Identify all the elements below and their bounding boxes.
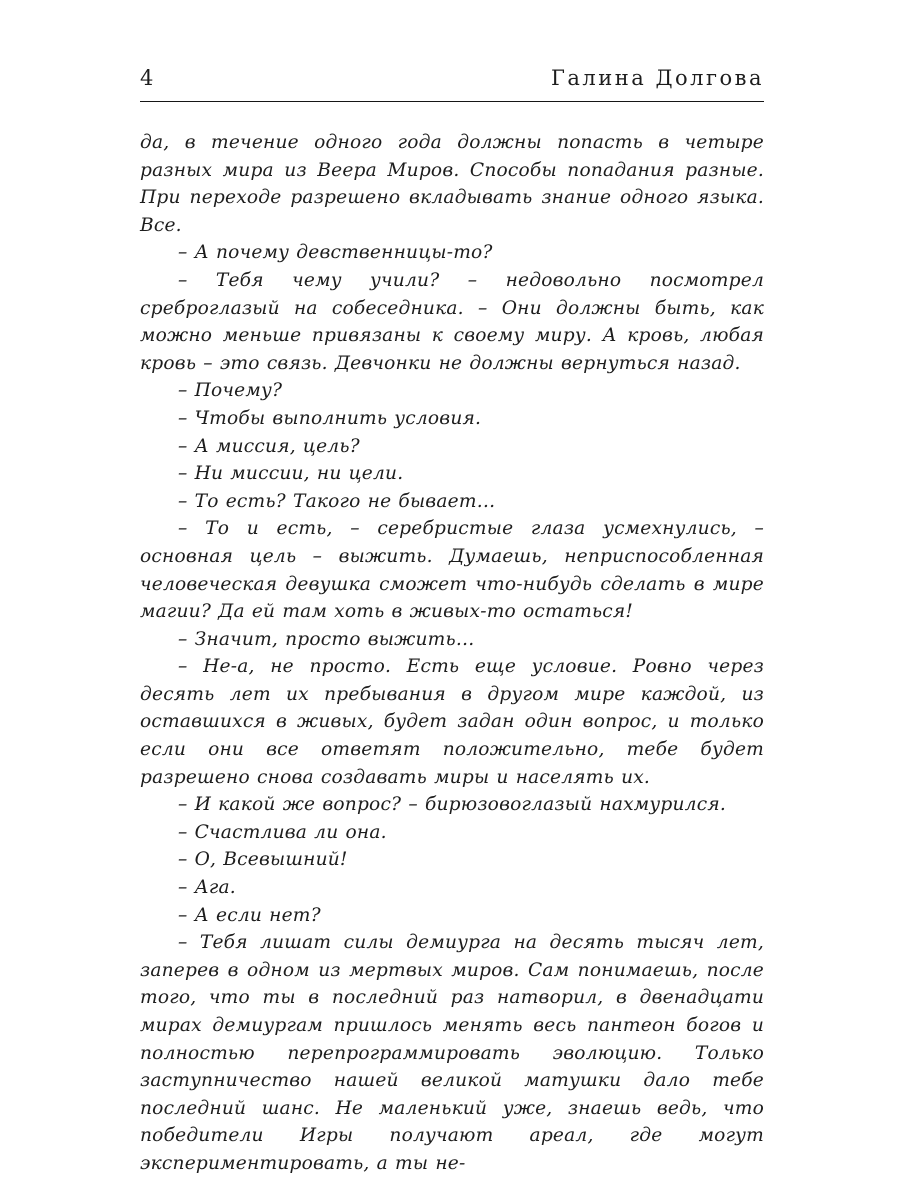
page-header — [140, 66, 764, 90]
paragraph-dialogue: – Ага. — [178, 877, 236, 899]
paragraph-dialogue: – Почему? — [178, 380, 283, 402]
paragraph-dialogue: – Ни миссии, ни цели. — [178, 463, 404, 485]
header-rule — [140, 101, 764, 102]
paragraph-dialogue: – А миссия, цель? — [178, 435, 360, 457]
paragraph-dialogue: – Тебя чему учили? – недовольно посмотрел среброглазый на собеседника. – Они должны быть, как можно меньше привязаны к своему миру. А кровь, любая кровь – это связь. Девчонки не должны вернуться назад. — [140, 269, 764, 374]
paragraph-dialogue: – То есть? Такого не бывает… — [178, 490, 496, 512]
page-number: 4 — [140, 66, 155, 90]
paragraph-dialogue: – А почему девственницы-то? — [178, 242, 493, 264]
body-text — [140, 129, 764, 1178]
paragraph-dialogue: – И какой же вопрос? – бирюзовоглазый нахмурился. — [178, 794, 726, 816]
running-head-author: Галина Долгова — [551, 66, 764, 90]
paragraph-dialogue: – Тебя лишат силы демиурга на десять тысяч лет, заперев в одном из мертвых миров. Сам понимаешь, после того, что ты в последний раз натворил, в двенадцати мирах демиургам пришлось менять весь пантеон богов и полностью перепрограммировать эволюцию. Только заступничество нашей великой матушки дало тебе последний шанс. Не маленький уже, знаешь ведь, что победители Игры получают ареал, где могут экспериментировать, а ты не- — [140, 932, 764, 1174]
paragraph-dialogue: – О, Всевышний! — [178, 849, 348, 871]
paragraph-dialogue: – Счастлива ли она. — [178, 821, 387, 843]
paragraph-dialogue: – Значит, просто выжить… — [178, 628, 475, 650]
paragraph-dialogue: – Не-а, не просто. Есть еще условие. Ровно через десять лет их пребывания в другом мире каждой, из оставшихся в живых, будет задан один вопрос, и только если они все ответят положительно, тебе будет разрешено снова создавать миры и населять их. — [140, 656, 764, 788]
paragraph-dialogue: – Чтобы выполнить условия. — [178, 407, 482, 429]
paragraph-dialogue: – То и есть, – серебристые глаза усмехнулись, – основная цель – выжить. Думаешь, неприспособленная человеческая девушка сможет что-нибудь сделать в мире магии? Да ей там хоть в живых-то остаться! — [140, 518, 764, 623]
paragraph-continuation: да, в течение одного года должны попасть в четыре разных мира из Веера Миров. Способы попадания разные. При переходе разрешено вкладывать знание одного языка. Все. — [140, 132, 764, 236]
paragraph-dialogue: – А если нет? — [178, 904, 321, 926]
